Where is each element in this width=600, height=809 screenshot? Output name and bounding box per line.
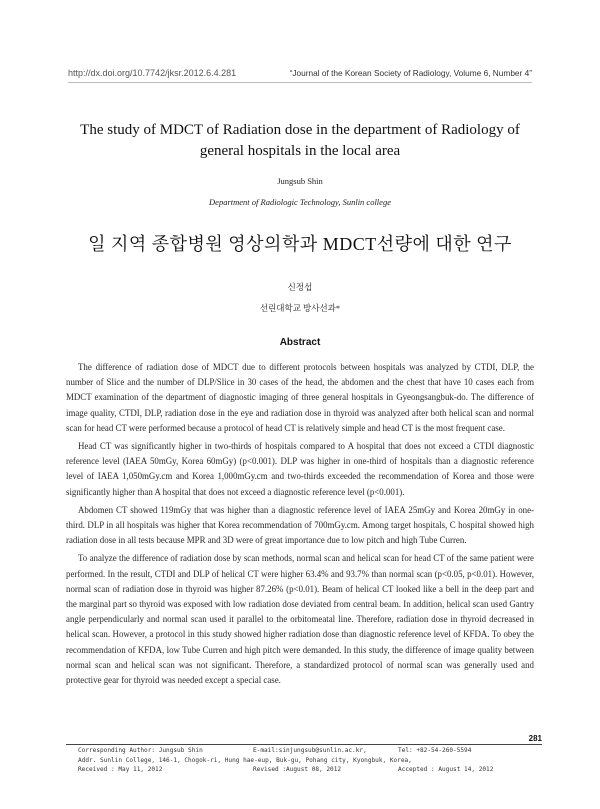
doi-link[interactable]: http://dx.doi.org/10.7742/jksr.2012.6.4.281 (68, 68, 237, 78)
author-english: Jungsub Shin (277, 176, 323, 186)
corresponding-author: Corresponding Author: Jungsub Shin (78, 747, 203, 754)
page-number: 281 (528, 734, 542, 743)
abstract-paragraph: Abdomen CT showed 119mGy that was higher than a diagnostic reference level of IAEA 25mGy and Korea 20mGy in one-third. DLP in all hospitals was higher that Korea recommendation of 700mGy.cm. Among target hospitals, C hospital showed high radiation dose in all tests because MPR and 3D were of great importance due to low pitch and high Tube Curren. (66, 504, 534, 546)
received-date: Received : May 11, 2012 (78, 766, 163, 773)
revised-date: Revised :August 08, 2012 (253, 766, 342, 773)
accepted-date: Accepted : August 14, 2012 (398, 766, 494, 773)
author-email[interactable]: E-mail:sinjungsub@sunlin.ac.kr, (253, 747, 367, 754)
author-korean: 신정섭 (287, 282, 313, 292)
abstract-body (66, 360, 534, 691)
affiliation-korean: 선린대학교 방사선과* (259, 303, 341, 313)
footer-row-contact (66, 746, 542, 756)
running-header (68, 68, 532, 80)
footer-row-address (66, 756, 542, 766)
author-phone: Tel: +82-54-260-5594 (398, 747, 472, 754)
abstract-heading: Abstract (279, 337, 321, 348)
author-address: Addr. Sunlin College, 146-1, Chogok-ri, Hung hae-eup, Buk-gu, Pohang city, Kyongbuk, Korea, (78, 756, 412, 764)
footer-row-dates (66, 765, 542, 775)
abstract-paragraph: Head CT was significantly higher in two-thirds of hospitals compared to A hospital that does not exceed a CTDI diagnostic reference level (IAEA 50mGy, Korea 60mGy) (p<0.001). DLP was higher in one-third of hospitals than a diagnostic reference level of IAEA 1,050mGy.cm and Korea 1,000mGy.cm and two-thirds exceeded the recommendation of Korea and those were significantly higher than A hospital that does not exceed a diagnostic reference level (p<0.001). (66, 441, 534, 497)
journal-citation: “Journal of the Korean Society of Radiology, Volume 6, Number 4” (289, 68, 532, 78)
affiliation-english: Department of Radiologic Technology, Sunlin college (209, 197, 391, 207)
paper-title-korean: 일 지역 종합병원 영상의학과 MDCT선량에 대한 연구 (88, 234, 512, 254)
header-divider (68, 82, 532, 83)
correspondence-footer (66, 744, 542, 775)
abstract-paragraph: To analyze the difference of radiation dose by scan methods, normal scan and helical scan for head CT of the same patient were performed. In the result, CTDI and DLP of helical CT were higher 63.4% and 93.7% than normal scan (p<0.05, p<0.01). However, normal scan of radiation dose in thyroid was higher 87.26% (p<0.01). Beam of helical CT looked like a bell in the deep part and the marginal part so thyroid was exposed with low radiation dose deviated from central beam. In addition, helical scan used Gantry angle perpendicularly and normal scan used it parallel to the orbitomeatal line. Therefore, radiation dose in thyroid decreased in helical scan. However, a protocol in this study showed higher radiation dose than diagnostic reference level of KFDA. To obey the recommendation of KFDA, low Tube Curren and high pitch were demanded. In this study, the difference of image quality between normal scan and helical scan was not significant. Therefore, a standardized protocol of normal scan was generally used and protective gear for thyroid was needed except a special case. (66, 553, 534, 686)
abstract-paragraph: The difference of radiation dose of MDCT due to different protocols between hospitals was analyzed by CTDI, DLP, the number of Slice and the number of DLP/Slice in 30 cases of the head, the abdomen and the chest that have 10 cases each from MDCT examination of the department of diagnostic imaging of three general hospitals in Gyeongsangbuk-do. The difference of image quality, CTDI, DLP, radiation dose in the eye and radiation dose in thyroid was analyzed after both helical scan and normal scan for head CT were performed because a protocol of head CT is relatively simple and head CT is the most frequent case. (66, 362, 534, 433)
paper-title-english: The study of MDCT of Radiation dose in the department of Radiology of general hospitals in the local area (80, 122, 520, 159)
